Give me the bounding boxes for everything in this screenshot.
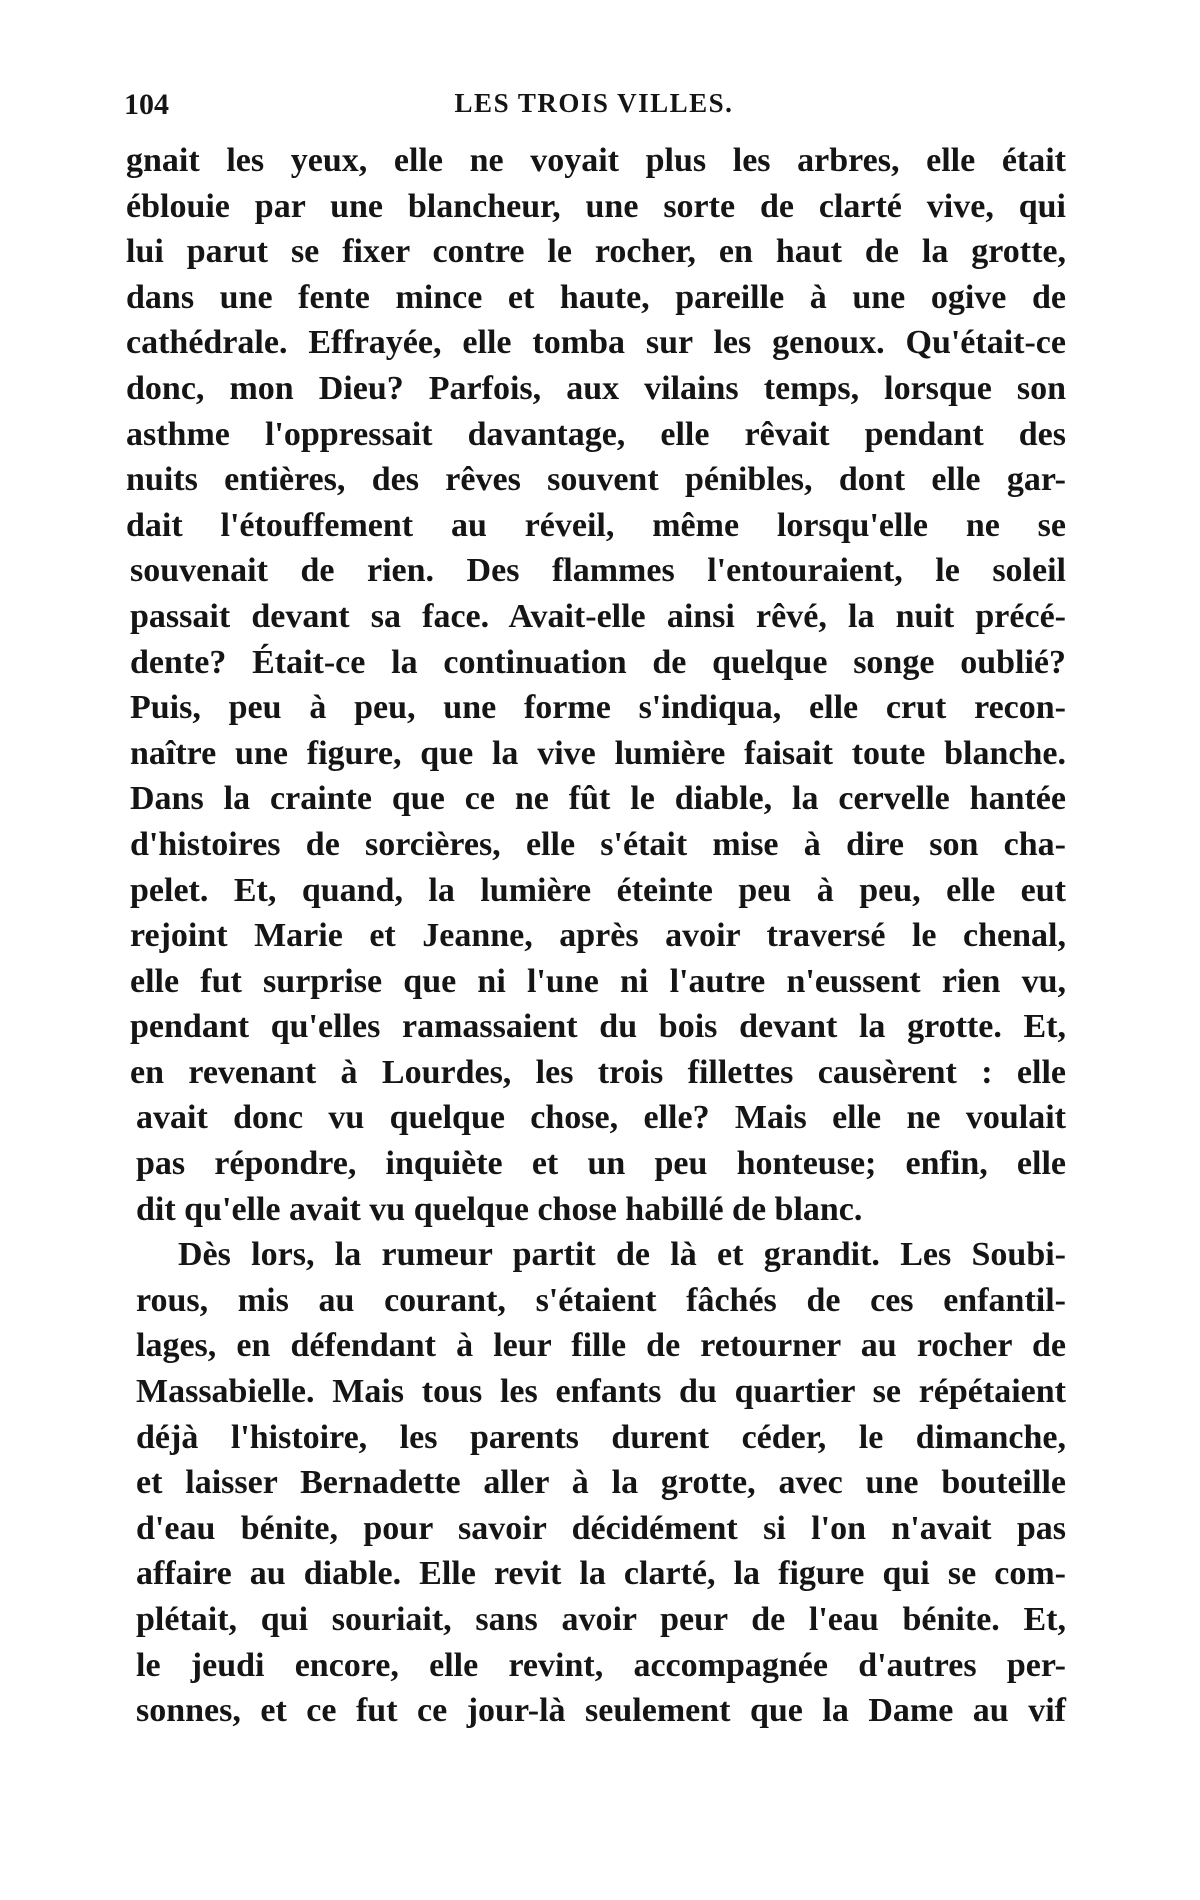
text-line: Dans la crainte que ce ne fût le diable, la cervelle hantée <box>130 780 1066 818</box>
text-line: nuits entières, des rêves souvent pénibles, dont elle gar- <box>126 461 1066 499</box>
page-body-text <box>126 138 1066 1734</box>
paragraph <box>126 1232 1066 1734</box>
text-line: asthme l'oppressait davantage, elle rêvait pendant des <box>126 415 1066 453</box>
text-line: d'histoires de sorcières, elle s'était mise à dire son cha- <box>130 825 1066 863</box>
text-line: souvenait de rien. Des flammes l'entouraient, le soleil <box>130 552 1066 590</box>
text-line: affaire au diable. Elle revit la clarté, la figure qui se com- <box>136 1555 1066 1593</box>
text-line: rejoint Marie et Jeanne, après avoir traversé le chenal, <box>130 917 1066 955</box>
text-line: Puis, peu à peu, une forme s'indiqua, elle crut recon- <box>130 689 1066 727</box>
text-line: Dès lors, la rumeur partit de là et grandit. Les Soubi- <box>178 1236 1066 1274</box>
text-line: pendant qu'elles ramassaient du bois devant la grotte. Et, <box>130 1008 1066 1046</box>
text-line: elle fut surprise que ni l'une ni l'autre n'eussent rien vu, <box>130 962 1066 1000</box>
text-line: pelet. Et, quand, la lumière éteinte peu à peu, elle eut <box>130 871 1066 909</box>
text-line: gnait les yeux, elle ne voyait plus les arbres, elle était <box>126 142 1066 179</box>
text-line: sonnes, et ce fut ce jour-là seulement que la Dame au vif <box>136 1692 1066 1730</box>
text-line: donc, mon Dieu? Parfois, aux vilains temps, lorsque son <box>126 369 1066 407</box>
running-title: LES TROIS VILLES. <box>454 88 734 118</box>
text-line: déjà l'histoire, les parents durent céder, le dimanche, <box>136 1418 1066 1456</box>
text-line: éblouie par une blancheur, une sorte de clarté vive, qui <box>126 187 1066 225</box>
text-line: dans une fente mince et haute, pareille à une ogive de <box>126 278 1066 316</box>
running-header <box>124 88 1064 128</box>
text-line: cathédrale. Effrayée, elle tomba sur les genoux. Qu'était-ce <box>126 324 1066 362</box>
text-line: avait donc vu quelque chose, elle? Mais elle ne voulait <box>136 1099 1066 1137</box>
text-line: et laisser Bernadette aller à la grotte, avec une bouteille <box>136 1464 1066 1502</box>
paragraph <box>126 138 1066 1232</box>
text-line: passait devant sa face. Avait-elle ainsi rêvé, la nuit précé- <box>130 597 1066 635</box>
text-line: naître une figure, que la vive lumière faisait toute blanche. <box>130 734 1066 772</box>
text-line: plétait, qui souriait, sans avoir peur de l'eau bénite. Et, <box>136 1601 1066 1638</box>
text-line: le jeudi encore, elle revint, accompagnée d'autres per- <box>136 1646 1066 1684</box>
text-line: dit qu'elle avait vu quelque chose habillé de blanc. <box>136 1190 863 1228</box>
text-line: Massabielle. Mais tous les enfants du quartier se répétaient <box>136 1373 1066 1411</box>
text-line: lages, en défendant à leur fille de retourner au rocher de <box>136 1327 1066 1365</box>
text-line: rous, mis au courant, s'étaient fâchés de ces enfantil- <box>136 1281 1066 1319</box>
text-line: lui parut se fixer contre le rocher, en haut de la grotte, <box>126 233 1066 271</box>
text-line: en revenant à Lourdes, les trois fillettes causèrent : elle <box>130 1053 1066 1091</box>
text-line: dait l'étouffement au réveil, même lorsqu'elle ne se <box>126 506 1066 544</box>
text-line: dente? Était-ce la continuation de quelque songe oublié? <box>130 643 1066 681</box>
page-number: 104 <box>124 88 169 121</box>
text-line: pas répondre, inquiète et un peu honteuse; enfin, elle <box>136 1145 1066 1183</box>
text-line: d'eau bénite, pour savoir décidément si l'on n'avait pas <box>136 1509 1066 1547</box>
